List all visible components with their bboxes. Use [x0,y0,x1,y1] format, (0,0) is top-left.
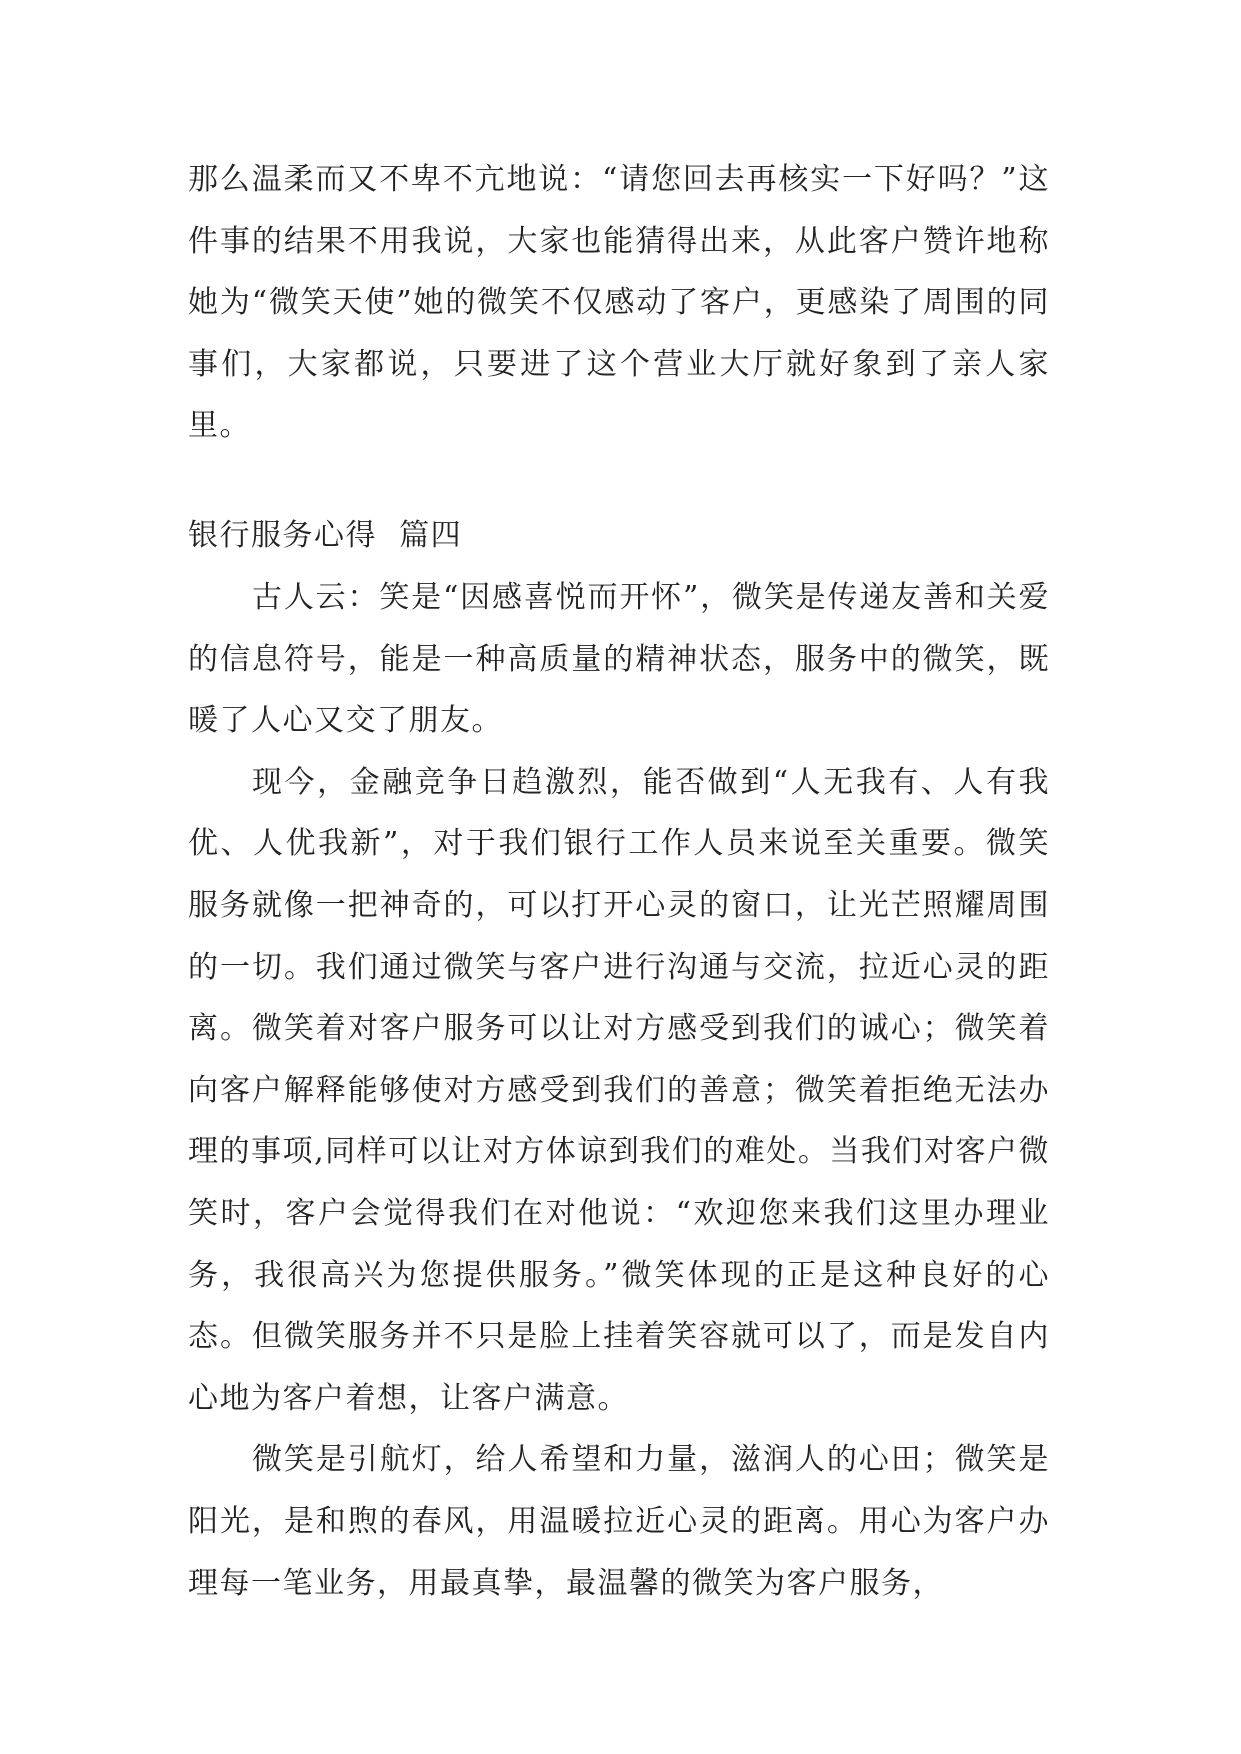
paragraph-3: 微笑是引航灯，给人希望和力量，滋润人的心田；微笑是阳光，是和煦的春风，用温暖拉近心灵的距离。用心为客户办理每一笔业务，用最真挚，最温馨的微笑为客户服务， [188,1442,1050,1601]
continued-paragraph: 那么温柔而又不卑不亢地说：“请您回去再核实一下好吗？”这件事的结果不用我说，大家也能猜得出来，从此客户赞许地称她为“微笑天使”她的微笑不仅感动了客户，更感染了周围的同事们，大家都说，只要进了这个营业大厅就好象到了亲人家里。 [188,162,1050,444]
section-body [188,567,1050,1614]
section-title: 银行服务心得 篇四 [188,518,463,553]
paragraph-2: 现今，金融竞争日趋激烈，能否做到“人无我有、人有我优、人优我新”，对于我们银行工作人员来说至关重要。微笑服务就像一把神奇的，可以打开心灵的窗口，让光芒照耀周围的一切。我们通过微笑与客户进行沟通与交流，拉近心灵的距离。微笑着对客户服务可以让对方感受到我们的诚心；微笑着向客户解释能够使对方感受到我们的善意；微笑着拒绝无法办理的事项,同样可以让对方体谅到我们的难处。当我们对客户微笑时，客户会觉得我们在对他说：“欢迎您来我们这里办理业务，我很高兴为您提供服务。”微笑体现的正是这种良好的心态。但微笑服务并不只是脸上挂着笑容就可以了，而是发自内心地为客户着想，让客户满意。 [188,764,1050,1416]
continued-paragraph-block [188,149,1050,457]
paragraph-1: 古人云：笑是“因感喜悦而开怀”，微笑是传递友善和关爱的信息符号，能是一种高质量的精神状态，服务中的微笑，既暖了人心又交了朋友。 [188,580,1050,739]
